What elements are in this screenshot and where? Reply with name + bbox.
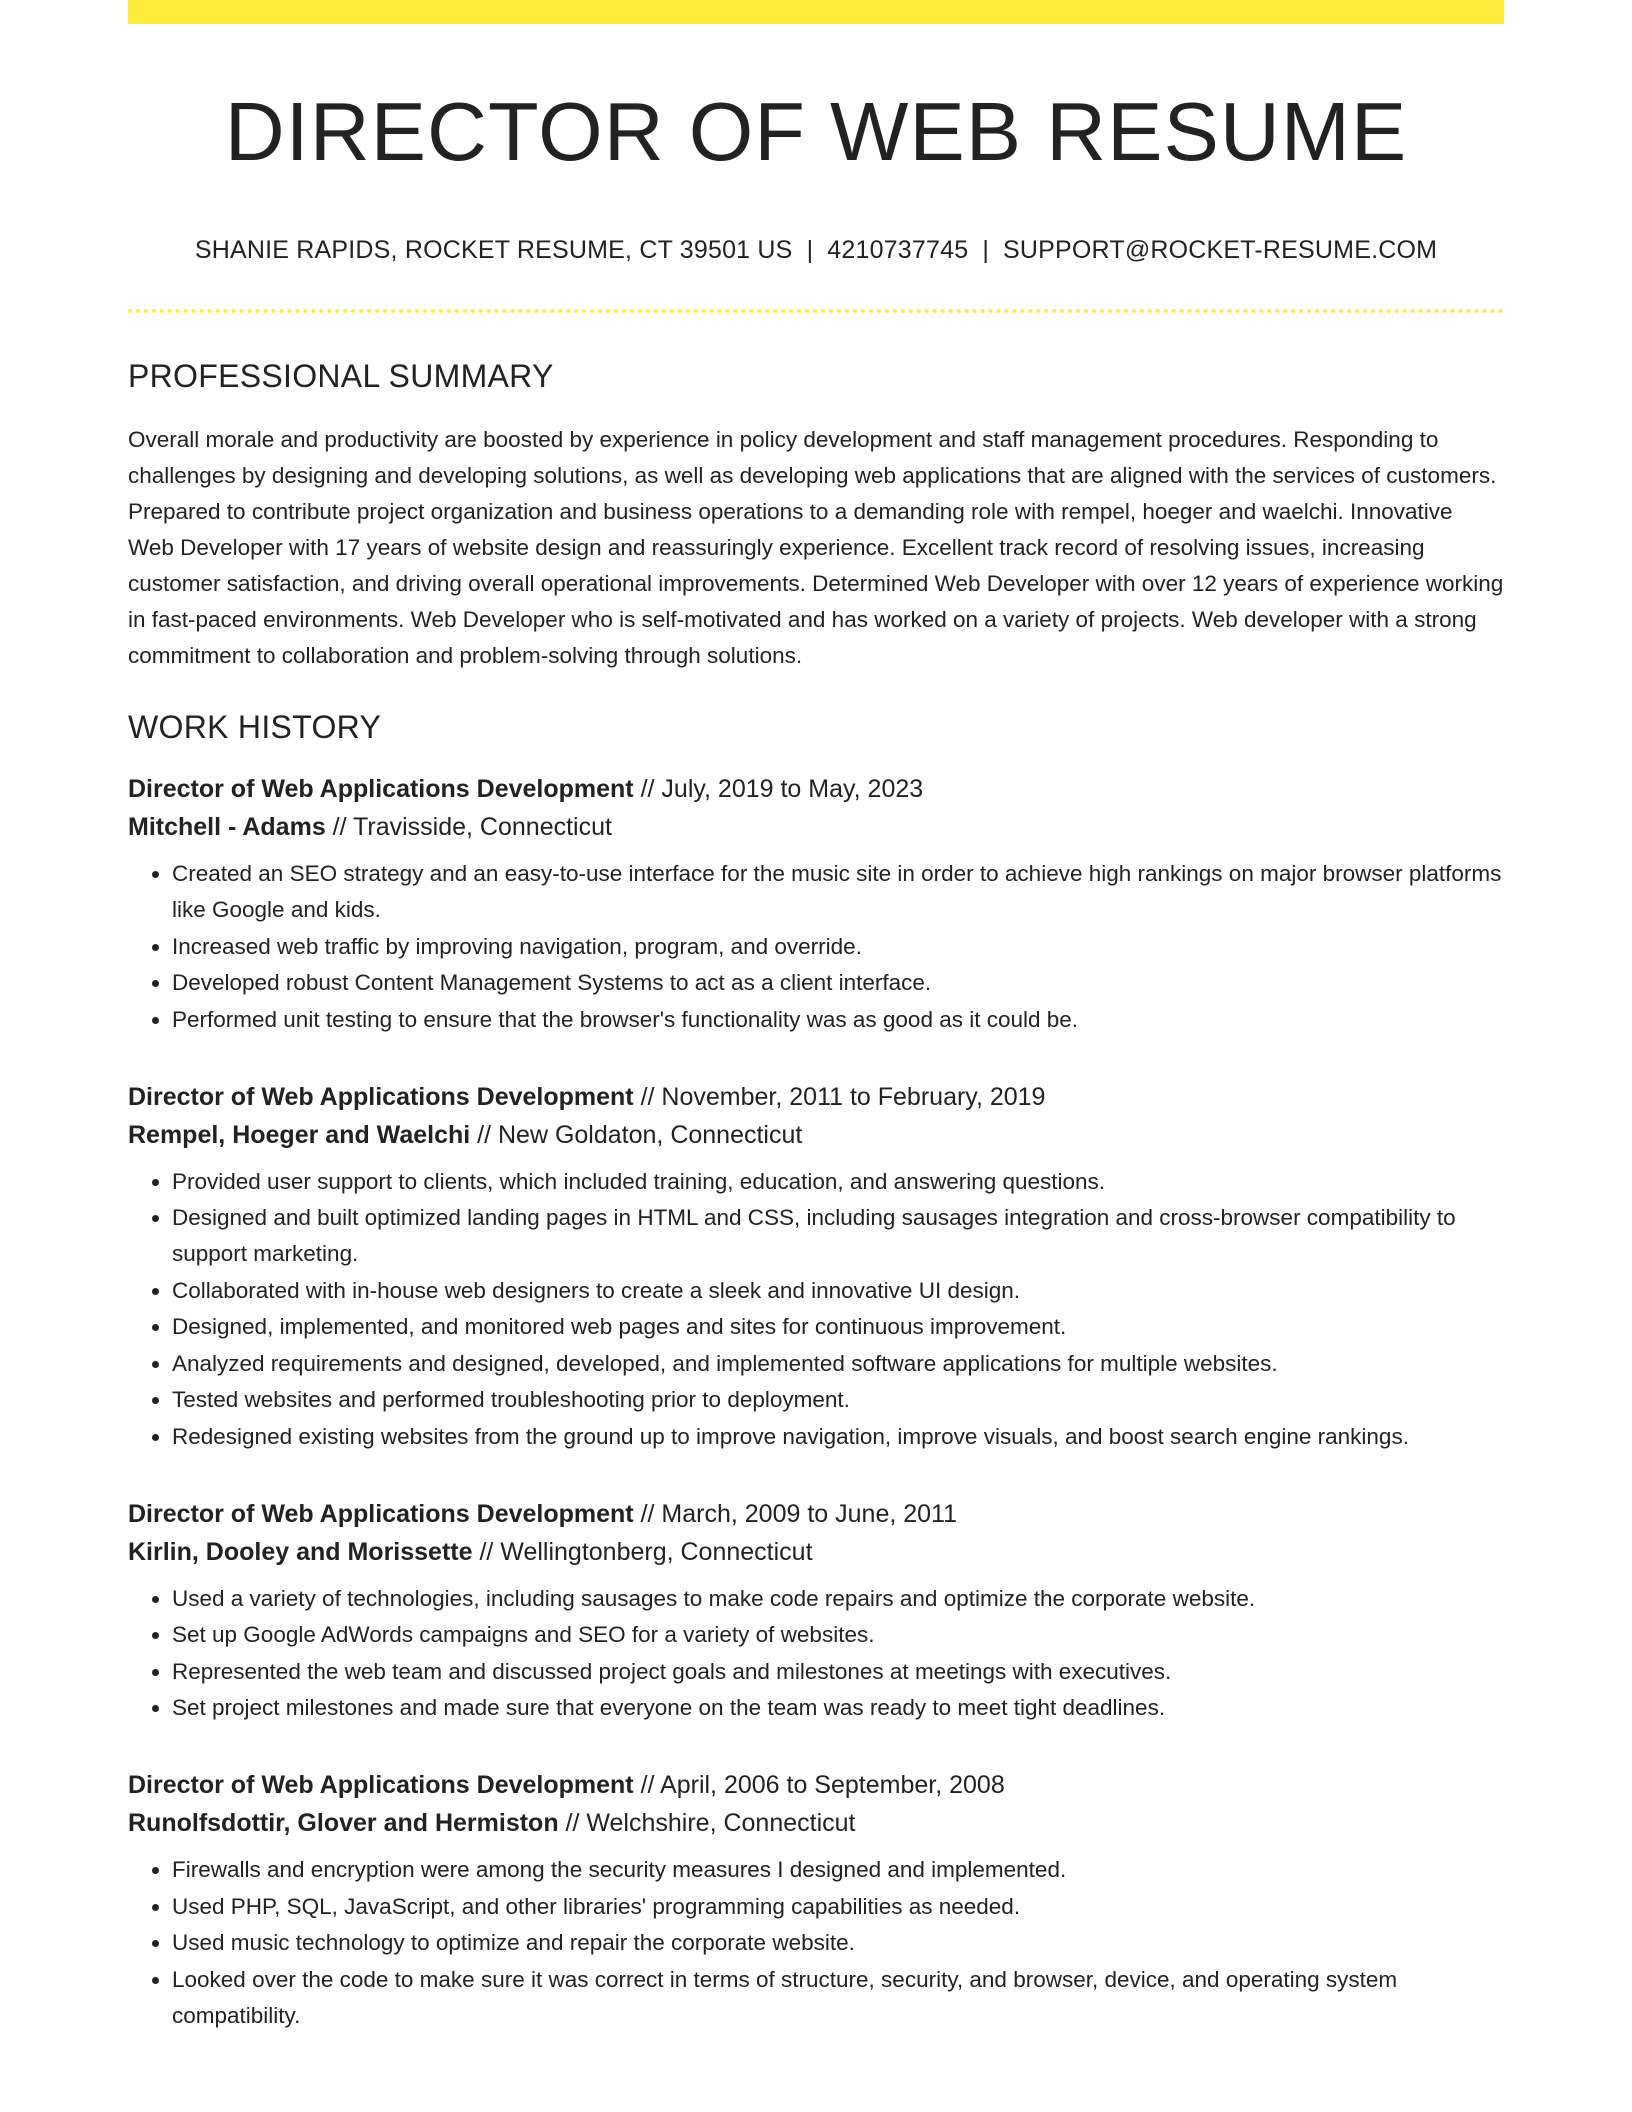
- job-entry: [128, 1078, 1504, 1455]
- job-bullet: • Redesigned existing websites from the ground up to improve navigation, improve visuals, and boost search engine rankings.: [172, 1419, 1504, 1455]
- job-title: Director of Web Applications Development: [128, 1771, 634, 1800]
- contact-phone: 4210737745: [827, 236, 969, 265]
- job-bullet: • Developed robust Content Management Systems to act as a client interface.: [172, 965, 1504, 1001]
- job-dates: // July, 2019 to May, 2023: [633, 775, 924, 804]
- resume-page: [128, 0, 1504, 2034]
- job-bullet: • Designed and built optimized landing pages in HTML and CSS, including sausages integration and cross-browser compatibility to support marketing.: [172, 1200, 1504, 1272]
- job-bullet: • Performed unit testing to ensure that the browser's functionality was as good as it could be.: [172, 1002, 1504, 1038]
- contact-separator: |: [806, 236, 814, 265]
- job-company-line: [128, 1533, 1504, 1571]
- job-dates: // November, 2011 to February, 2019: [633, 1082, 1046, 1111]
- job-bullet: • Tested websites and performed troubleshooting prior to deployment.: [172, 1382, 1504, 1418]
- job-company: Kirlin, Dooley and Morissette: [128, 1537, 473, 1566]
- work-history-heading: WORK HISTORY: [128, 708, 382, 745]
- dotted-divider: [128, 309, 1504, 313]
- job-title: Director of Web Applications Development: [128, 775, 634, 804]
- job-entry: [128, 770, 1504, 1038]
- job-bullet: • Increased web traffic by improving navigation, program, and override.: [172, 929, 1504, 965]
- job-bullet-list: [128, 1164, 1504, 1455]
- job-list: [128, 770, 1504, 2034]
- job-location: // Travisside, Connecticut: [325, 813, 612, 842]
- job-location: // Wellingtonberg, Connecticut: [472, 1537, 813, 1566]
- job-title: Director of Web Applications Development: [128, 1499, 634, 1528]
- job-bullet: • Used music technology to optimize and repair the corporate website.: [172, 1925, 1504, 1961]
- job-bullet: • Set up Google AdWords campaigns and SEO for a variety of websites.: [172, 1617, 1504, 1653]
- job-bullet: • Provided user support to clients, which included training, education, and answering questions.: [172, 1164, 1504, 1200]
- job-bullet: • Analyzed requirements and designed, developed, and implemented software applications for multiple websites.: [172, 1346, 1504, 1382]
- job-company-line: [128, 1804, 1504, 1842]
- job-bullet: • Looked over the code to make sure it was correct in terms of structure, security, and browser, device, and operating system compatibility.: [172, 1962, 1504, 2034]
- job-bullet: • Set project milestones and made sure that everyone on the team was ready to meet tight deadlines.: [172, 1690, 1504, 1726]
- top-accent-bar: [128, 0, 1504, 24]
- contact-line: [128, 235, 1504, 265]
- job-company-line: [128, 808, 1504, 846]
- contact-separator: |: [982, 236, 990, 265]
- job-company: Mitchell - Adams: [128, 813, 326, 842]
- job-company-line: [128, 1116, 1504, 1154]
- job-entry: [128, 1495, 1504, 1727]
- job-bullet-list: [128, 856, 1504, 1038]
- job-title: Director of Web Applications Development: [128, 1082, 634, 1111]
- job-location: // Welchshire, Connecticut: [558, 1809, 856, 1838]
- job-title-line: [128, 1495, 1504, 1533]
- job-bullet: • Used a variety of technologies, including sausages to make code repairs and optimize the corporate website.: [172, 1581, 1504, 1617]
- page-title: DIRECTOR OF WEB RESUME: [224, 85, 1408, 178]
- job-entry: [128, 1766, 1504, 2034]
- summary-text: Overall morale and productivity are boosted by experience in policy development and staff management procedures. Responding to challenges by designing and developing solutions, as well as developing web applications that are aligned with the services of customers. Prepared to contribute project organization and business operations to a demanding role with rempel, hoeger and waelchi. Innovative Web Developer with 17 years of website design and reassuringly experience. Excellent track record of resolving issues, increasing customer satisfaction, and driving overall operational improvements. Determined Web Developer with over 12 years of experience working in fast-paced environments. Web Developer who is self-motivated and has worked on a variety of projects. Web developer with a strong commitment to collaboration and problem-solving through solutions.: [128, 426, 1504, 668]
- job-bullet: • Designed, implemented, and monitored web pages and sites for continuous improvement.: [172, 1309, 1504, 1345]
- job-company: Runolfsdottir, Glover and Hermiston: [128, 1809, 559, 1838]
- job-bullet-list: [128, 1852, 1504, 2034]
- job-company: Rempel, Hoeger and Waelchi: [128, 1120, 471, 1149]
- job-bullet-list: [128, 1581, 1504, 1727]
- job-bullet: • Created an SEO strategy and an easy-to-use interface for the music site in order to achieve high rankings on major browser platforms like Google and kids.: [172, 856, 1504, 928]
- job-bullet: • Firewalls and encryption were among the security measures I designed and implemented.: [172, 1852, 1504, 1888]
- job-location: // New Goldaton, Connecticut: [470, 1120, 803, 1149]
- job-dates: // April, 2006 to September, 2008: [633, 1771, 1005, 1800]
- job-title-line: [128, 1766, 1504, 1804]
- job-bullet: • Represented the web team and discussed project goals and milestones at meetings with executives.: [172, 1654, 1504, 1690]
- job-bullet: • Collaborated with in-house web designers to create a sleek and innovative UI design.: [172, 1273, 1504, 1309]
- job-title-line: [128, 1078, 1504, 1116]
- job-bullet: • Used PHP, SQL, JavaScript, and other libraries' programming capabilities as needed.: [172, 1889, 1504, 1925]
- contact-address: SHANIE RAPIDS, ROCKET RESUME, CT 39501 US: [194, 236, 793, 265]
- job-dates: // March, 2009 to June, 2011: [633, 1499, 957, 1528]
- job-title-line: [128, 770, 1504, 808]
- summary-heading: PROFESSIONAL SUMMARY: [128, 358, 554, 395]
- contact-email: SUPPORT@ROCKET-RESUME.COM: [1003, 236, 1438, 265]
